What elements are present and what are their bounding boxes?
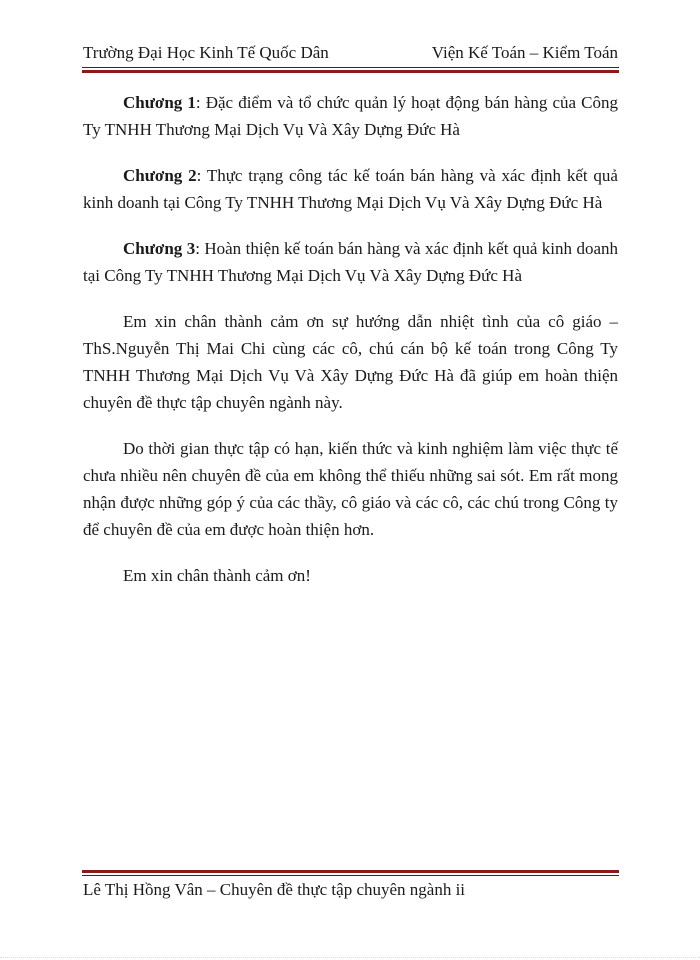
thanks-paragraph: Em xin chân thành cảm ơn sự hướng dẫn nhiệt tình của cô giáo – ThS.Nguyễn Thị Mai Chi cùng các cô, chú cán bộ kế toán trong Công Ty TNHH Thương Mại Dịch Vụ Và Xây Dựng Đức Hà đã giúp em hoàn thiện chuyên đề thực tập chuyên ngành này. bbox=[83, 312, 618, 412]
chapter-1-label: Chương 1 bbox=[123, 93, 196, 112]
footer-rule bbox=[82, 870, 619, 876]
chapter-3-paragraph bbox=[83, 235, 618, 289]
chapter-1-paragraph bbox=[83, 89, 618, 143]
chapter-2-text: : Thực trạng công tác kế toán bán hàng và xác định kết quả kinh doanh tại Công Ty TNHH Thương Mại Dịch Vụ Và Xây Dựng Đức Hà bbox=[83, 166, 618, 212]
header-university: Trường Đại Học Kinh Tế Quốc Dân bbox=[83, 43, 329, 62]
chapter-2-label: Chương 2 bbox=[123, 166, 197, 185]
chapter-1-text: : Đặc điểm và tổ chức quản lý hoạt động bán hàng của Công Ty TNHH Thương Mại Dịch Vụ Và Xây Dựng Đức Hà bbox=[83, 93, 618, 139]
page-header bbox=[83, 42, 618, 64]
limitations-paragraph: Do thời gian thực tập có hạn, kiến thức và kinh nghiệm làm việc thực tế chưa nhiều nên chuyên đề của em không thể thiếu những sai sót. Em rất mong nhận được những góp ý của các thầy, cô giáo và các cô, các chú trong Công ty để chuyên đề của em được hoàn thiện hơn. bbox=[83, 439, 618, 539]
page-footer: Lê Thị Hồng Vân – Chuyên đề thực tập chuyên ngành ii bbox=[83, 880, 466, 899]
header-rule bbox=[82, 67, 619, 73]
page-edge-divider bbox=[0, 957, 700, 958]
chapter-3-label: Chương 3 bbox=[123, 239, 196, 258]
document-body bbox=[83, 89, 618, 608]
chapter-3-text: : Hoàn thiện kế toán bán hàng và xác định kết quả kinh doanh tại Công Ty TNHH Thương Mại Dịch Vụ Và Xây Dựng Đức Hà bbox=[83, 239, 618, 285]
chapter-2-paragraph bbox=[83, 162, 618, 216]
closing-paragraph: Em xin chân thành cảm ơn! bbox=[123, 566, 311, 585]
header-institute: Viện Kế Toán – Kiểm Toán bbox=[431, 43, 618, 62]
